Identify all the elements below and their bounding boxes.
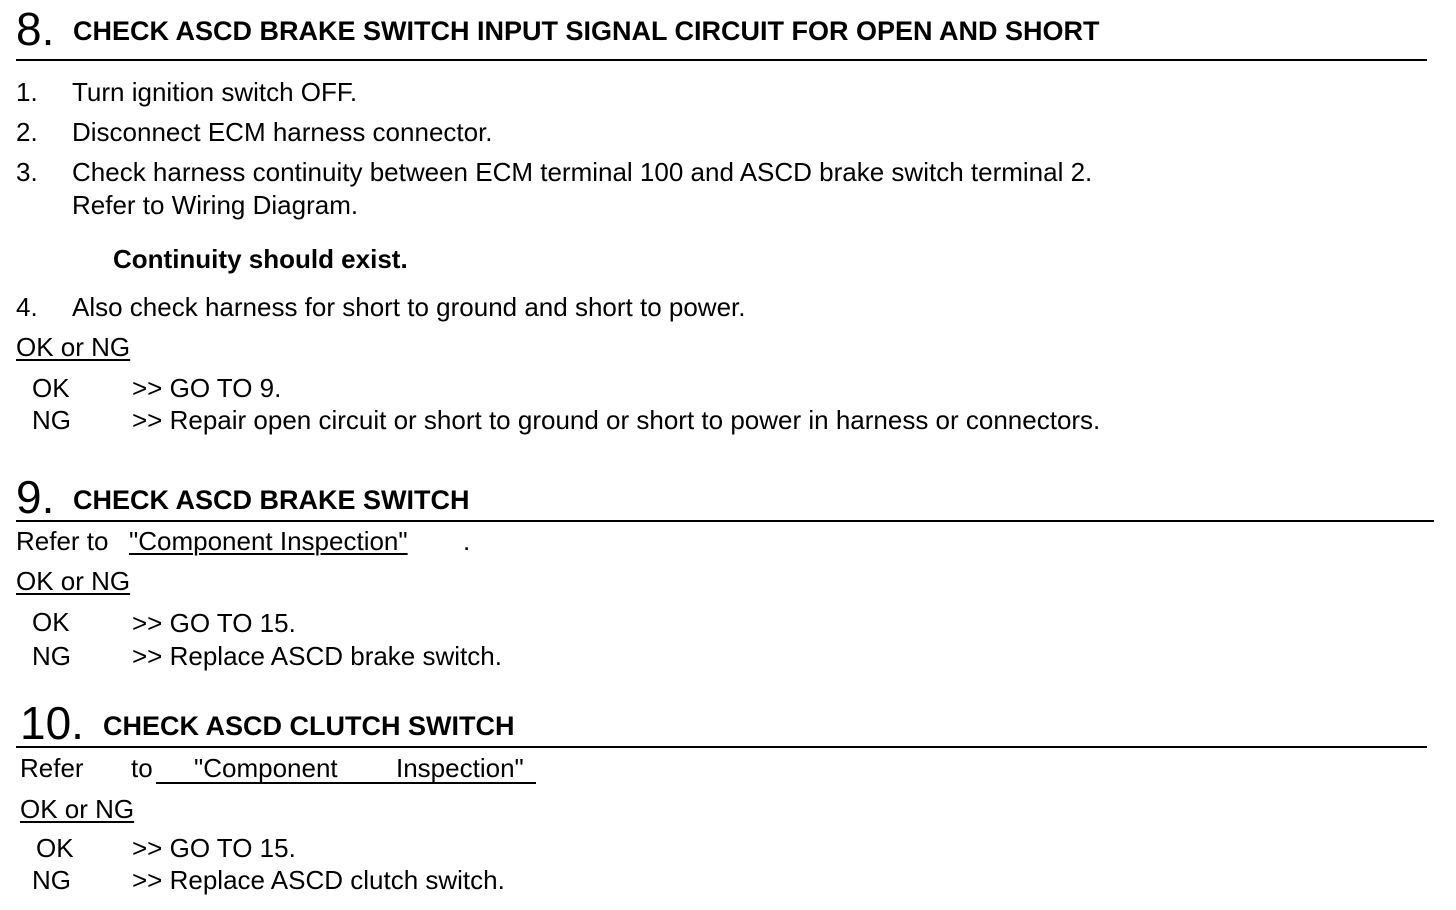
list-item-text-continued: Refer to Wiring Diagram. [72, 190, 359, 220]
ok-ng-label: OK or NG [16, 332, 131, 362]
refer-suffix: . [463, 526, 471, 556]
result-label-ng: NG [32, 641, 71, 671]
list-item-number: 4. [16, 292, 38, 322]
component-inspection-link[interactable]: "Component Inspection" [129, 526, 408, 556]
result-label-ok: OK [32, 373, 70, 403]
section-divider [16, 520, 1434, 522]
list-item-text: Turn ignition switch OFF. [72, 77, 358, 107]
component-inspection-link[interactable]: Inspection" [396, 753, 524, 783]
result-action-ng: >> Replace ASCD clutch switch. [132, 865, 505, 895]
refer-text: Refer to [16, 526, 109, 556]
section-title: CHECK ASCD BRAKE SWITCH [73, 485, 470, 515]
result-label-ok: OK [36, 833, 74, 863]
section-title: CHECK ASCD BRAKE SWITCH INPUT SIGNAL CIRCUIT FOR OPEN AND SHORT [73, 16, 1100, 46]
list-item-number: 1. [16, 77, 38, 107]
refer-text: to [131, 753, 153, 783]
result-action-ok: >> GO TO 9. [132, 373, 282, 403]
step-number: 8. [16, 3, 55, 55]
section-divider [16, 59, 1427, 61]
result-label-ng: NG [32, 405, 71, 435]
refer-text: Refer [20, 753, 84, 783]
section-divider [16, 746, 1427, 748]
component-inspection-link[interactable]: "Component [194, 753, 338, 783]
result-label-ok: OK [32, 607, 70, 637]
result-action-ok: >> GO TO 15. [132, 608, 296, 638]
ok-ng-label: OK or NG [16, 566, 131, 596]
step-number: 10. [20, 697, 84, 749]
list-item-number: 3. [16, 157, 38, 187]
list-item-number: 2. [16, 117, 38, 147]
result-label-ng: NG [32, 865, 71, 895]
result-action-ng: >> Repair open circuit or short to ground or short to power in harness or connectors. [132, 405, 1101, 435]
list-item-text: Also check harness for short to ground and short to power. [72, 292, 746, 322]
section-title: CHECK ASCD CLUTCH SWITCH [103, 711, 515, 741]
specification-text: Continuity should exist. [113, 244, 408, 274]
step-number: 9. [16, 471, 55, 523]
result-action-ng: >> Replace ASCD brake switch. [132, 641, 502, 671]
ok-ng-label: OK or NG [20, 794, 135, 824]
list-item-text: Disconnect ECM harness connector. [72, 117, 493, 147]
result-action-ok: >> GO TO 15. [132, 833, 296, 863]
list-item-text: Check harness continuity between ECM terminal 100 and ASCD brake switch terminal 2. [72, 157, 1093, 187]
